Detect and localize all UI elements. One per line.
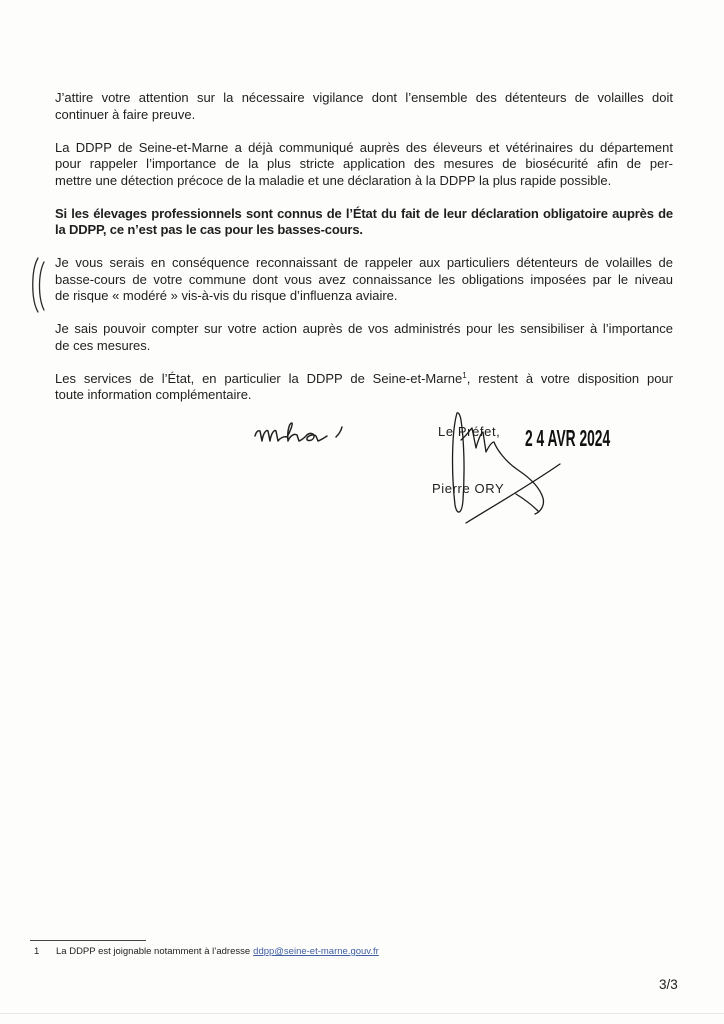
paragraph-basses-cours-emphasis <box>55 206 673 239</box>
footnote <box>34 946 379 958</box>
letter-body <box>55 90 673 420</box>
signatory-title: Le Préfet, <box>438 424 501 439</box>
paragraph-ddpp-communication <box>55 140 673 190</box>
paragraph-request <box>55 255 673 305</box>
paragraph-action <box>55 321 673 354</box>
page-number: 3/3 <box>659 977 678 992</box>
signatory-name: Pierre ORY <box>432 481 505 496</box>
text-line: de risque « modéré » vis-à-vis du risque d’influenza aviaire. <box>55 288 398 303</box>
scan-edge-line <box>0 1013 724 1014</box>
text-line: pour rappeler l’importance de la plus stricte application des mesures de biosécurité afin de per- <box>55 156 673 171</box>
text-line: mettre une détection précoce de la maladie et une déclaration à la DDPP la plus rapide possible. <box>55 172 612 188</box>
paragraph-services <box>55 371 673 404</box>
footnote-text: La DDPP est joignable notamment à l’adresse <box>56 946 251 957</box>
footnote-email-link[interactable]: ddpp@seine-et-marne.gouv.fr <box>253 946 379 957</box>
date-stamp: 2 4 AVR 2024 <box>525 425 611 451</box>
text-line: J’attire votre attention sur la nécessaire vigilance dont l’ensemble des détenteurs de volailles doit <box>55 90 673 105</box>
text-line: Si les élevages professionnels sont connus de l’État du fait de leur déclaration obligatoire auprès de <box>55 205 673 221</box>
text-line: continuer à faire preuve. <box>55 106 196 122</box>
text-line: La DDPP de Seine-et-Marne a déjà communiqué auprès des éleveurs et vétérinaires du département <box>55 139 673 155</box>
text-line <box>55 371 673 388</box>
margin-bracket-marks <box>33 258 44 312</box>
text-segment: , restent à votre disposition pour <box>466 370 673 386</box>
text-segment: Les services de l’État, en particulier la DDPP de Seine-et-Marne <box>55 370 463 386</box>
paragraph-vigilance <box>55 90 673 123</box>
text-line: basse-cours de votre commune dont vous avez connaissance les obligations imposées par le niveau <box>55 271 673 287</box>
handwritten-annotation <box>255 423 342 441</box>
text-line: Je sais pouvoir compter sur votre action auprès de vos administrés pour les sensibiliser à l’importance <box>55 321 673 336</box>
text-line: Je vous serais en conséquence reconnaissant de rappeler aux particuliers détenteurs de volailles de <box>55 255 673 270</box>
text-line: de ces mesures. <box>55 337 151 353</box>
text-line: toute information complémentaire. <box>55 387 252 402</box>
text-line: la DDPP, ce n’est pas le cas pour les basses-cours. <box>55 222 363 237</box>
footnote-number: 1 <box>34 946 40 957</box>
footnote-reference: 1 <box>462 370 467 380</box>
footnote-separator <box>30 940 146 941</box>
